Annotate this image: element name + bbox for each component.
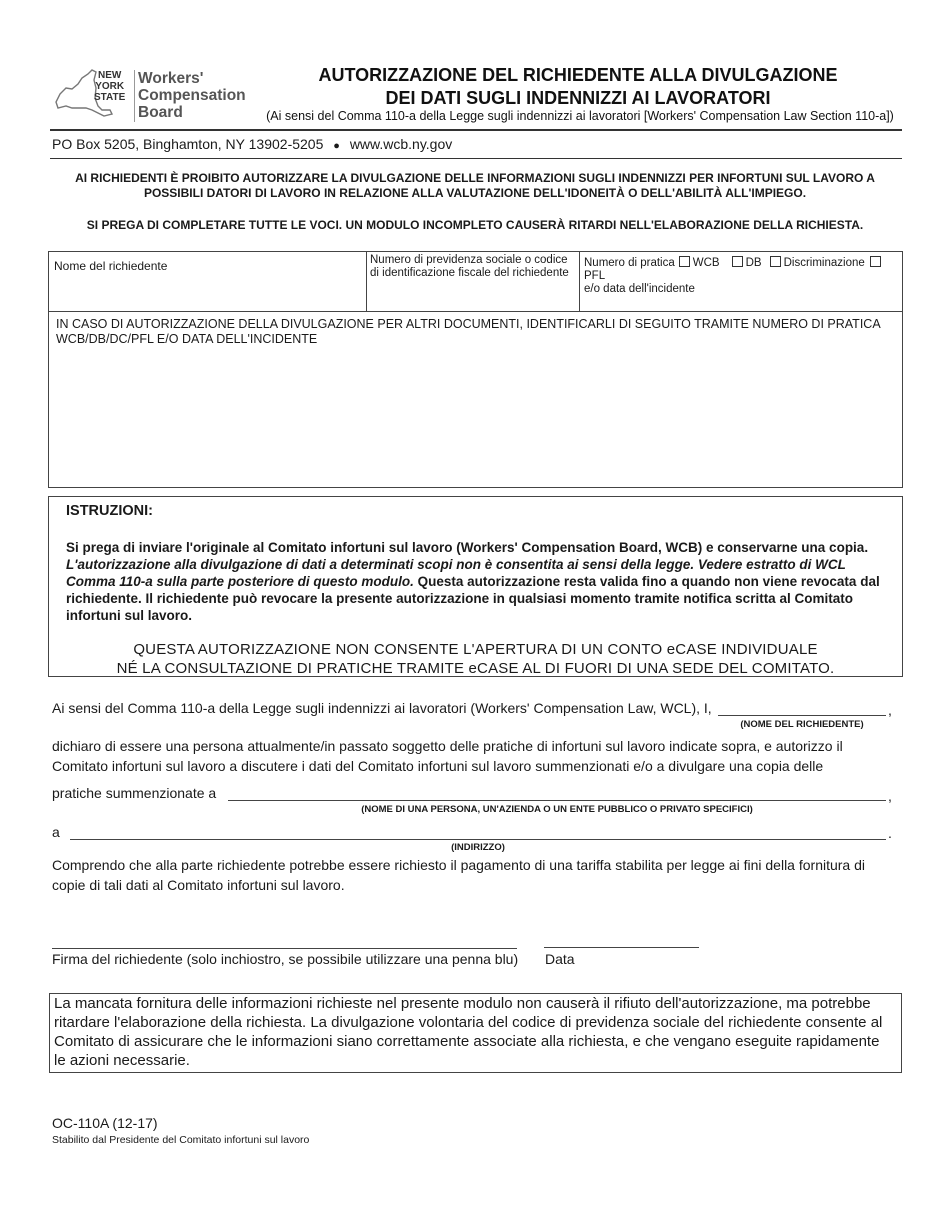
pfl-checkbox[interactable]: [870, 256, 881, 267]
logo-divider: [134, 70, 135, 122]
table-row-divider: [48, 311, 903, 312]
signature-label: Firma del richiedente (solo inchiostro, se possibile utilizzare una penna blu): [52, 951, 519, 967]
bullet-separator: ●: [333, 140, 340, 152]
fee-statement: Comprendo che alla parte richiedente potrebbe essere richiesto il pagamento di una tariffa stabilita per legge ai fini della fornitura di copie di tali dati al Comitato infortuni sul lavoro.: [52, 857, 866, 893]
address-caption: (INDIRIZZO): [451, 842, 505, 853]
table-divider-1: [366, 251, 367, 312]
complete-all-fields-warning: SI PREGA DI COMPLETARE TUTTE LE VOCI. UN MODULO INCOMPLETO CAUSERÀ RITARDI NELL'ELABORAZIONE DELLA RICHIESTA.: [86, 218, 864, 232]
other-documents-field[interactable]: IN CASO DI AUTORIZZAZIONE DELLA DIVULGAZIONE PER ALTRI DOCUMENTI, IDENTIFICARLI DI SEGUITO TRAMITE NUMERO DI PRATICA WCB/DB/DC/PFL E/O DATA DELL'INCIDENTE: [56, 317, 880, 346]
ssn-field[interactable]: Numero di previdenza sociale o codice di identificazione fiscale del richiedente: [370, 254, 569, 279]
address-label: a: [52, 824, 60, 840]
table-divider-2: [579, 251, 580, 312]
comma-1: ,: [888, 702, 892, 718]
address-line: [52, 136, 452, 152]
pfl-label: PFL: [584, 270, 606, 282]
discrimination-label: Discriminazione: [783, 257, 865, 269]
discrimination-checkbox[interactable]: [770, 256, 781, 267]
db-checkbox[interactable]: [732, 256, 743, 267]
instructions-heading: ISTRUZIONI:: [66, 503, 153, 519]
recipient-label: pratiche summenzionate a: [52, 785, 217, 801]
claimant-name-field[interactable]: Nome del richiedente: [54, 259, 168, 273]
date-line[interactable]: [544, 947, 699, 948]
logo-state-text: NEW YORK STATE: [94, 70, 126, 103]
logo-agency-text: Workers' Compensation Board: [138, 70, 246, 121]
case-number-label: Numero di pratica: [584, 257, 675, 269]
recipient-caption: (NOME DI UNA PERSONA, UN'AZIENDA O UN ENTE PUBBLICO O PRIVATO SPECIFICI): [361, 804, 753, 815]
db-label: DB: [745, 257, 762, 269]
form-subtitle: (Ai sensi del Comma 110-a della Legge sugli indennizzi ai lavoratori [Workers' Compensation Law Section 110-a]): [266, 109, 894, 123]
postal-address: PO Box 5205, Binghamton, NY 13902-5205: [52, 136, 324, 152]
address-rule: [50, 158, 902, 159]
case-number-field[interactable]: [584, 256, 902, 296]
privacy-notice: La mancata fornitura delle informazioni richieste nel presente modulo non causerà il rifiuto dell'autorizzazione, ma potrebbe ritardare l'elaborazione della richiesta. La divulgazione volontaria del codice di previdenza sociale del richiedente consente al Comitato di assicurare che le informazioni siano correttamente associate alla richiesta, e che vengano eseguite rapidamente le azioni necessarie.: [49, 993, 902, 1073]
recipient-address-line[interactable]: [70, 839, 886, 840]
form-title-line1: AUTORIZZAZIONE DEL RICHIEDENTE ALLA DIVULGAZIONE: [318, 65, 838, 85]
established-by: Stabilito dal Presidente del Comitato infortuni sul lavoro: [52, 1134, 310, 1146]
claimant-name-caption: (NOME DEL RICHIEDENTE): [740, 719, 864, 730]
ecase-notice: QUESTA AUTORIZZAZIONE NON CONSENTE L'APERTURA DI UN CONTO eCASE INDIVIDUALE NÉ LA CONSULTAZIONE DI PRATICHE TRAMITE eCASE AL DI FUORI DI UNA SEDE DEL COMITATO.: [116, 641, 835, 677]
wcb-label: WCB: [692, 257, 720, 269]
recipient-name-line[interactable]: [228, 800, 886, 801]
website-link[interactable]: www.wcb.ny.gov: [349, 136, 453, 152]
warning-text: AI RICHIEDENTI È PROIBITO AUTORIZZARE LA DIVULGAZIONE DELLE INFORMAZIONI SUGLI INDENNIZZI PER INFORTUNI SUL LAVORO A POSSIBILI DATORI DI LAVORO IN RELAZIONE ALLA VALUTAZIONE DELL'IDONEITÀ O DELL'ABILITÀ ALL'IMPIEGO.: [75, 171, 875, 200]
form-title-line2: DEI DATI SUGLI INDENNIZZI AI LAVORATORI: [385, 88, 771, 108]
instructions-body: Si prega di inviare l'originale al Comitato infortuni sul lavoro (Workers' Compensation Board, WCB) e conservarne una copia. L'autorizzazione alla divulgazione di dati a determinati scopi non è consentita ai sensi della legge. Vedere estratto di WCL Comma 110-a sulla parte posteriore di questo modulo. Questa autorizzazione resta valida fino a quando non viene revocata dal richiedente. Il richiedente può revocare la presente autorizzazione in qualsiasi momento tramite notifica scritta al Comitato infortuni sul lavoro.: [66, 540, 880, 623]
claimant-name-line[interactable]: [718, 715, 886, 716]
date-label: Data: [545, 951, 575, 967]
form-number: OC-110A (12-17): [52, 1115, 158, 1131]
comma-2: ,: [888, 788, 892, 804]
declaration-body: dichiaro di essere una persona attualmente/in passato soggetto delle pratiche di infortuni sul lavoro indicate sopra, e autorizzo il Comitato infortuni sul lavoro a discutere i dati del Comitato infortuni sul lavoro summenzionati e/o a divulgare una copia delle: [52, 738, 843, 774]
wcb-checkbox[interactable]: [679, 256, 690, 267]
period: .: [888, 825, 892, 841]
declaration-intro: Ai sensi del Comma 110-a della Legge sugli indennizzi ai lavoratori (Workers' Compensation Law, WCL), I,: [52, 700, 712, 716]
incident-date-label: e/o data dell'incidente: [584, 283, 695, 295]
header-rule: [50, 129, 902, 131]
